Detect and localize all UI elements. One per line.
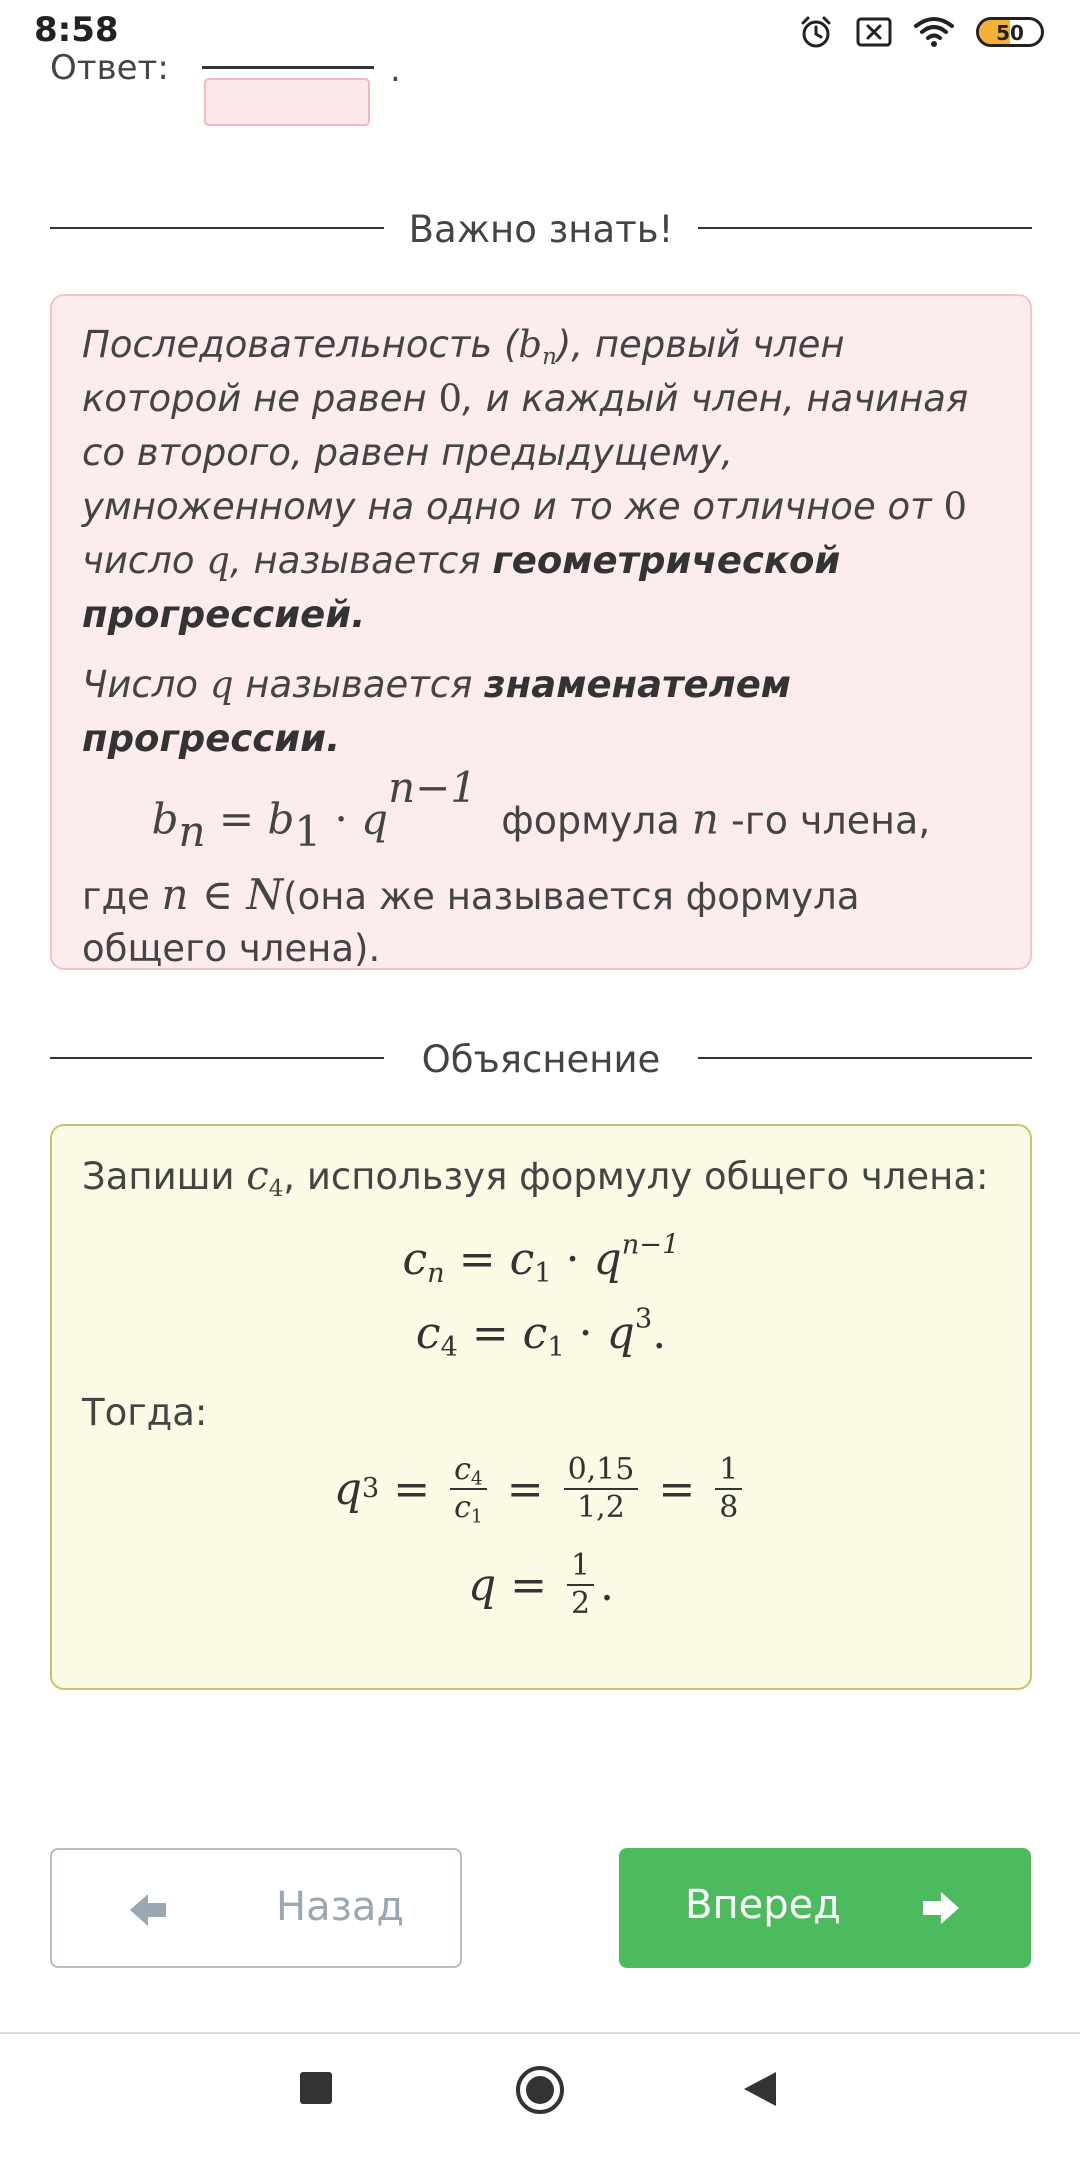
answer-label: Ответ: (50, 48, 169, 88)
back-triangle-icon[interactable] (742, 2070, 778, 2108)
fraction-values: $\frac{0,15}{1,2}$ (564, 1452, 639, 1526)
back-button[interactable] (50, 1848, 462, 1968)
divider-line (698, 227, 1032, 229)
domain-paragraph: где n ∈ N(она же называется формула общего члена). (82, 869, 860, 970)
battery-icon (976, 17, 1044, 47)
ratio-paragraph: Число q называется знаменателем прогрессии. (82, 663, 792, 760)
divider-line (50, 227, 384, 229)
nth-term-formula: $b_n = b_1 \cdot q^{n-1}$ формула n -го члена, (151, 763, 931, 857)
answer-blank (202, 66, 374, 69)
battery-level: 50 (996, 21, 1024, 45)
back-button-label: Назад (276, 1884, 405, 1930)
recents-square-icon[interactable] (298, 2070, 334, 2106)
q-cubed-equation: q 3 = $\frac{c_4}{c_1}$ = $\frac{0,15}{1,2}$ = $\frac{1}{8}$ (82, 1441, 1000, 1537)
arrow-right-icon (919, 1888, 963, 1928)
then-label: Тогда: (82, 1391, 208, 1434)
important-title: Важно знать! (408, 208, 674, 251)
answer-input[interactable] (204, 78, 370, 126)
general-term-formula: $c_n = c_1 \cdot q^{n-1}$ (402, 1229, 680, 1290)
next-button-label: Вперед (685, 1882, 841, 1928)
status-time: 8:58 (34, 10, 119, 50)
c4-formula: $c_4 = c_1 \cdot q^3$. (415, 1303, 667, 1364)
explanation-card (50, 1124, 1032, 1690)
divider-line (698, 1057, 1032, 1059)
fraction-c4-c1: $\frac{c_4}{c_1}$ (450, 1452, 487, 1526)
term-ratio: знаменателем прогрессии. (82, 663, 792, 760)
system-nav-bar (0, 2034, 1080, 2160)
arrow-left-icon (126, 1890, 170, 1930)
important-card (50, 294, 1032, 970)
fraction-one-eighth: $\frac{1}{8}$ (715, 1452, 742, 1526)
fraction-one-half: $\frac{1}{2}$ (567, 1548, 594, 1622)
definition-paragraph: Последовательность $(b_n)$, первый член которой не равен 0, и каждый член, начиная со второго, равен предыдущему, умноженному на одно и то же отличное от 0 число q, называется геометрической прогрессией. (82, 323, 969, 636)
answer-row (50, 44, 950, 104)
ratio-calculation (82, 1441, 1000, 1633)
explanation-intro: Запиши $c_4$, используя формулу общего члена: (82, 1153, 989, 1202)
explanation-title: Объяснение (421, 1038, 661, 1081)
explanation-divider (50, 1038, 1032, 1081)
home-circle-icon[interactable] (514, 2064, 566, 2116)
answer-suffix: . (390, 50, 401, 90)
important-divider (50, 208, 1032, 251)
term-geometric-progression: геометрической прогрессией. (82, 539, 841, 636)
q-equation: q = $\frac{1}{2}$ . (467, 1548, 615, 1621)
divider-line (50, 1057, 384, 1059)
next-button[interactable] (619, 1848, 1031, 1968)
